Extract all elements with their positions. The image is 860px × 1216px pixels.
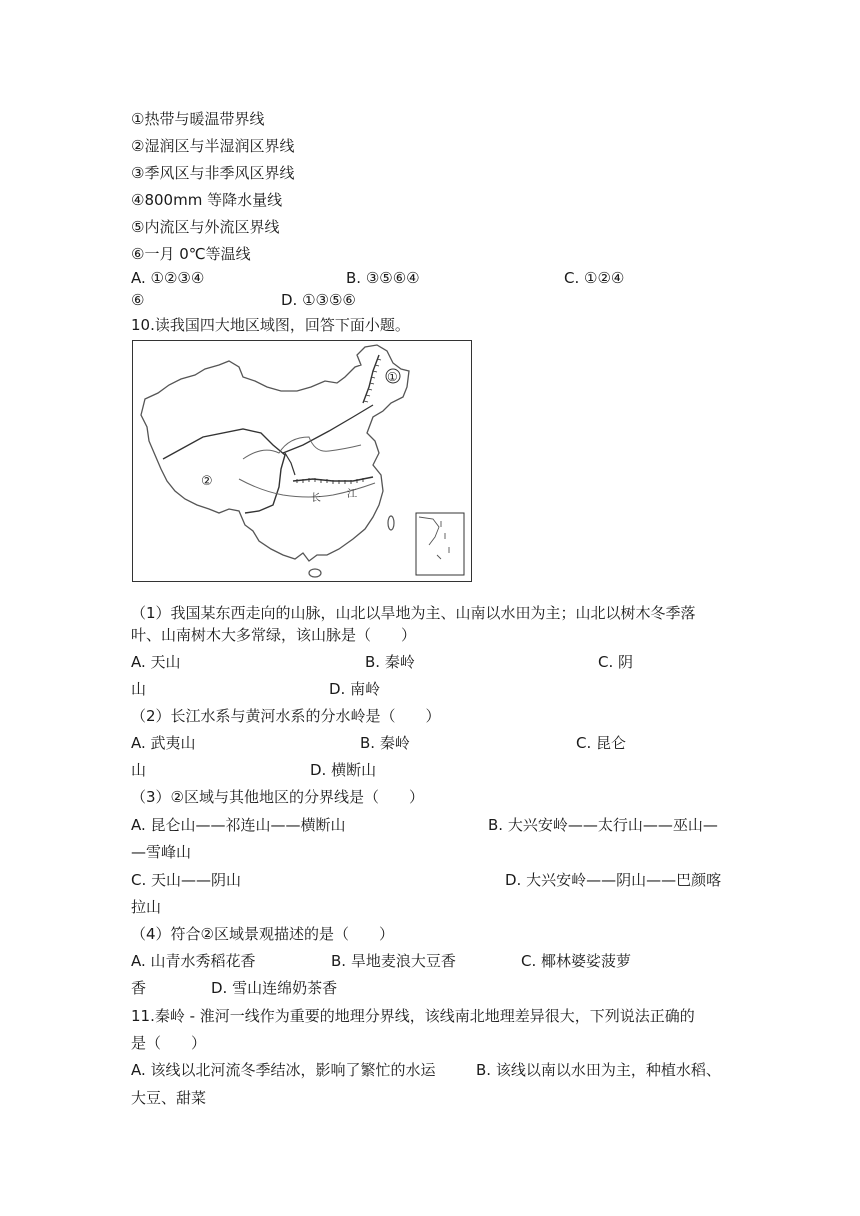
china-map-drawing xyxy=(133,341,470,580)
map-label-1: ① xyxy=(387,370,398,384)
q10-sub3-option-c: C. 天山——阴山 xyxy=(131,871,242,889)
q10-sub2-option-d: D. 横断山 xyxy=(310,761,377,779)
q11-option-a: A. 该线以北河流冬季结冰，影响了繁忙的水运 xyxy=(131,1061,436,1079)
q9-option-d: D. ①③⑤⑥ xyxy=(281,291,356,309)
q9-item-4: ④800mm 等降水量线 xyxy=(131,191,283,209)
q10-sub2-option-c-wrap: 山 xyxy=(131,761,147,779)
q9-item-1: ①热带与暖温带界线 xyxy=(131,110,265,128)
q10-sub2-stem: （2）长江水系与黄河水系的分水岭是（ ） xyxy=(131,707,441,725)
q9-option-b: B. ③⑤⑥④ xyxy=(346,269,420,287)
map-label-chang: 长 xyxy=(311,493,321,504)
q11-stem-line1: 11.秦岭 - 淮河一线作为重要的地理分界线，该线南北地理差异很大，下列说法正确的 xyxy=(131,1007,695,1025)
q10-sub3-option-b: B. 大兴安岭——太行山——巫山— xyxy=(488,816,718,834)
q9-item-3: ③季风区与非季风区界线 xyxy=(131,164,295,182)
yellow-river xyxy=(243,437,361,459)
q10-sub1-option-b: B. 秦岭 xyxy=(365,653,415,671)
q10-sub4-option-c: C. 椰林婆娑菠萝 xyxy=(521,952,632,970)
q11-option-b: B. 该线以南以水田为主，种植水稻、 xyxy=(476,1061,721,1079)
q10-sub3-stem: （3）②区域与其他地区的分界线是（ ） xyxy=(131,788,424,806)
q9-item-6: ⑥一月 0℃等温线 xyxy=(131,245,251,263)
q10-sub3-option-a: A. 昆仑山——祁连山——横断山 xyxy=(131,816,346,834)
map-label-2: ② xyxy=(201,474,213,489)
map-label-jiang: 江 xyxy=(347,489,357,500)
q10-sub1-stem-line2: 叶、山南树木大多常绿，该山脉是（ ） xyxy=(131,626,417,644)
q10-sub4-option-a: A. 山青水秀稻花香 xyxy=(131,952,256,970)
q11-stem-line2: 是（ ） xyxy=(131,1034,207,1052)
q10-sub4-option-b: B. 旱地麦浪大豆香 xyxy=(331,952,456,970)
q9-item-5: ⑤内流区与外流区界线 xyxy=(131,218,280,236)
q10-sub1-option-c-wrap: 山 xyxy=(131,680,147,698)
q10-sub1-stem-line1: （1）我国某东西走向的山脉，山北以旱地为主、山南以水田为主；山北以树木冬季落 xyxy=(131,604,696,622)
q10-sub2-option-a: A. 武夷山 xyxy=(131,734,196,752)
q10-sub4-stem: （4）符合②区域景观描述的是（ ） xyxy=(131,925,394,943)
q9-option-c: C. ①②④ xyxy=(564,269,625,287)
q10-sub2-option-b: B. 秦岭 xyxy=(360,734,410,752)
q10-stem: 10.读我国四大地区域图，回答下面小题。 xyxy=(131,316,410,334)
q10-sub3-option-b-wrap: —雪峰山 xyxy=(131,843,192,861)
q10-sub4-option-c-wrap: 香 xyxy=(131,979,147,997)
china-outline xyxy=(141,345,409,561)
q9-item-2: ②湿润区与半湿润区界线 xyxy=(131,137,295,155)
q10-sub2-option-c: C. 昆仑 xyxy=(576,734,627,752)
q10-sub4-option-d: D. 雪山连绵奶茶香 xyxy=(211,979,338,997)
taiwan-island xyxy=(388,516,394,530)
q10-sub1-option-a: A. 天山 xyxy=(131,653,181,671)
region-boundary-qingzang xyxy=(163,429,285,513)
hainan-island xyxy=(309,569,321,577)
q9-option-a: A. ①②③④ xyxy=(131,269,205,287)
q9-option-c-wrap: ⑥ xyxy=(131,291,145,309)
china-regions-map xyxy=(132,340,472,582)
daxinganling-hatch xyxy=(364,359,381,402)
q11-option-b-wrap: 大豆、甜菜 xyxy=(131,1089,207,1107)
q10-sub3-option-d-wrap: 拉山 xyxy=(131,898,162,916)
daxinganling-range xyxy=(363,355,379,403)
region-boundary-north xyxy=(285,453,295,475)
q10-sub1-option-d: D. 南岭 xyxy=(329,680,381,698)
q10-sub3-option-d: D. 大兴安岭——阴山——巴颜喀 xyxy=(505,871,722,889)
south-china-sea-inset xyxy=(416,513,464,575)
q10-sub1-option-c: C. 阴 xyxy=(598,653,634,671)
